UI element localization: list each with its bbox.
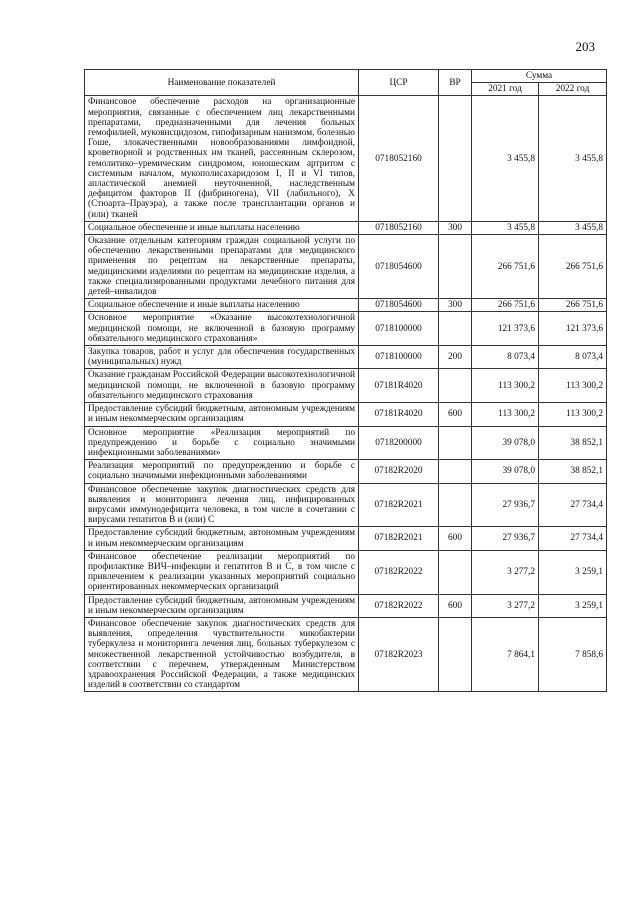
table-row [85,550,607,594]
header-year-2022: 2022 год [539,83,607,96]
row-vr: 600 [439,403,472,426]
row-vr [439,426,472,460]
row-name: Закупка товаров, работ и услуг для обеспечения государственных (муниципальных) нужд [85,346,359,369]
row-amount-2021: 113 300,2 [472,403,539,426]
row-amount-2021: 266 751,6 [472,235,539,299]
header-name: Наименование показателей [85,70,359,96]
row-csr: 0718200000 [359,426,439,460]
row-vr [439,312,472,346]
table-row [85,594,607,617]
page-number: 203 [575,39,595,54]
row-amount-2021: 266 751,6 [472,299,539,312]
row-amount-2022: 113 300,2 [539,403,607,426]
row-amount-2022: 113 300,2 [539,369,607,403]
row-amount-2022: 27 734,4 [539,527,607,550]
row-vr: 300 [439,299,472,312]
row-name: Финансовое обеспечение расходов на организационные мероприятия, связанные с обеспечением лиц лекарственными препаратами, предназначенными для лечения больных гемофилией, муковисцидозом, гипофизарным нанизмом, болезнью Гоше, злокачественными новообразованиями лимфоидной, кроветворной и родственных им тканей, рассеянным склерозом, гемолитико–уремическим синдромом, юношеским артритом с системным началом, мукополисахаридозом I, II и VI типов, апластической анемией неуточненной, наследственным дефицитом факторов II (фибриногена), VII (лабильного), X (Стюарта–Прауэра), а также после трансплантации органов и (или) тканей [85,96,359,221]
row-amount-2021: 3 455,8 [472,96,539,221]
row-csr: 07182R2022 [359,594,439,617]
row-csr: 07181R4020 [359,403,439,426]
row-name: Социальное обеспечение и иные выплаты населению [85,299,359,312]
row-csr: 0718052160 [359,221,439,234]
table-row [85,235,607,299]
row-csr: 07182R2021 [359,527,439,550]
row-csr: 07182R2023 [359,617,439,691]
row-csr: 07182R2022 [359,550,439,594]
row-amount-2022: 3 259,1 [539,550,607,594]
row-vr: 200 [439,346,472,369]
row-csr: 07181R4020 [359,369,439,403]
row-amount-2022: 3 259,1 [539,594,607,617]
table-row [85,346,607,369]
row-amount-2021: 39 078,0 [472,426,539,460]
row-amount-2021: 27 936,7 [472,483,539,527]
row-vr: 600 [439,527,472,550]
row-amount-2022: 38 852,1 [539,426,607,460]
row-name: Предоставление субсидий бюджетным, автономным учреждениям и иным некоммерческим организациям [85,527,359,550]
row-name: Оказание отдельным категориям граждан социальной услуги по обеспечению лекарственными препаратами для медицинского применения по рецептам на лекарственные препараты, медицинскими изделиями по рецептам на медицинские изделия, а также специализированными продуктами лечебного питания для детей–инвалидов [85,235,359,299]
row-vr [439,617,472,691]
budget-table [84,69,607,692]
row-amount-2021: 3 277,2 [472,550,539,594]
row-name: Финансовое обеспечение реализации мероприятий по профилактике ВИЧ–инфекции и гепатитов В и С, в том числе с привлечением к реализации указанных мероприятий социально ориентированных некоммерческих организаций [85,550,359,594]
row-vr: 600 [439,594,472,617]
row-name: Основное мероприятие «Реализация мероприятий по предупреждению и борьбе с социально значимыми инфекционными заболеваниями» [85,426,359,460]
row-csr: 0718100000 [359,346,439,369]
row-amount-2022: 8 073,4 [539,346,607,369]
row-name: Реализация мероприятий по предупреждению и борьбе с социально значимыми инфекционными заболеваниями [85,460,359,483]
row-csr: 0718054600 [359,299,439,312]
table-row [85,369,607,403]
table-row [85,299,607,312]
row-name: Социальное обеспечение и иные выплаты населению [85,221,359,234]
table-row [85,527,607,550]
row-name: Предоставление субсидий бюджетным, автономным учреждениям и иным некоммерческим организациям [85,594,359,617]
row-amount-2021: 39 078,0 [472,460,539,483]
row-csr: 0718100000 [359,312,439,346]
row-amount-2021: 3 277,2 [472,594,539,617]
row-vr [439,460,472,483]
row-amount-2021: 7 864,1 [472,617,539,691]
row-name: Финансовое обеспечение закупок диагностических средств для выявления и мониторинга лечения лиц, инфицированных вирусами иммунодефицита человека, в том числе в сочетании с вирусами гепатитов В и (или) С [85,483,359,527]
table-row [85,312,607,346]
row-name: Предоставление субсидий бюджетным, автономным учреждениям и иным некоммерческим организациям [85,403,359,426]
row-vr: 300 [439,221,472,234]
row-amount-2021: 27 936,7 [472,527,539,550]
row-amount-2021: 8 073,4 [472,346,539,369]
row-amount-2022: 266 751,6 [539,235,607,299]
header-year-2021: 2021 год [472,83,539,96]
row-amount-2022: 121 373,6 [539,312,607,346]
header-vr: ВР [439,70,472,96]
table-body [85,96,607,692]
row-amount-2021: 3 455,8 [472,221,539,234]
row-amount-2022: 3 455,8 [539,96,607,221]
header-sum: Сумма [472,70,607,83]
row-amount-2022: 7 858,6 [539,617,607,691]
row-name: Оказание гражданам Российской Федерации высокотехнологичной медицинской помощи, не включенной в базовую программу обязательного медицинского страхования [85,369,359,403]
table-row [85,426,607,460]
row-vr [439,550,472,594]
row-amount-2021: 121 373,6 [472,312,539,346]
row-csr: 0718052160 [359,96,439,221]
row-amount-2022: 27 734,4 [539,483,607,527]
row-amount-2022: 3 455,8 [539,221,607,234]
row-amount-2021: 113 300,2 [472,369,539,403]
table-row [85,617,607,691]
row-name: Основное мероприятие «Оказание высокотехнологичной медицинской помощи, не включенной в базовую программу обязательного медицинского страхования» [85,312,359,346]
table-row [85,483,607,527]
row-amount-2022: 38 852,1 [539,460,607,483]
row-csr: 0718054600 [359,235,439,299]
row-vr [439,369,472,403]
table-row [85,403,607,426]
header-row [85,70,607,83]
row-csr: 07182R2020 [359,460,439,483]
row-vr [439,96,472,221]
header-csr: ЦСР [359,70,439,96]
row-csr: 07182R2021 [359,483,439,527]
table-row [85,96,607,221]
row-vr [439,235,472,299]
row-name: Финансовое обеспечение закупок диагностических средств для выявления, определения чувствительности микобактерии туберкулеза и мониторинга лечения лиц, больных туберкулезом с множественной лекарственной устойчивостью возбудителя, в соответствии с перечнем, утвержденным Министерством здравоохранения Российской Федерации, а также медицинских изделий в соответствии со стандартом [85,617,359,691]
row-amount-2022: 266 751,6 [539,299,607,312]
row-vr [439,483,472,527]
table-row [85,221,607,234]
table-row [85,460,607,483]
